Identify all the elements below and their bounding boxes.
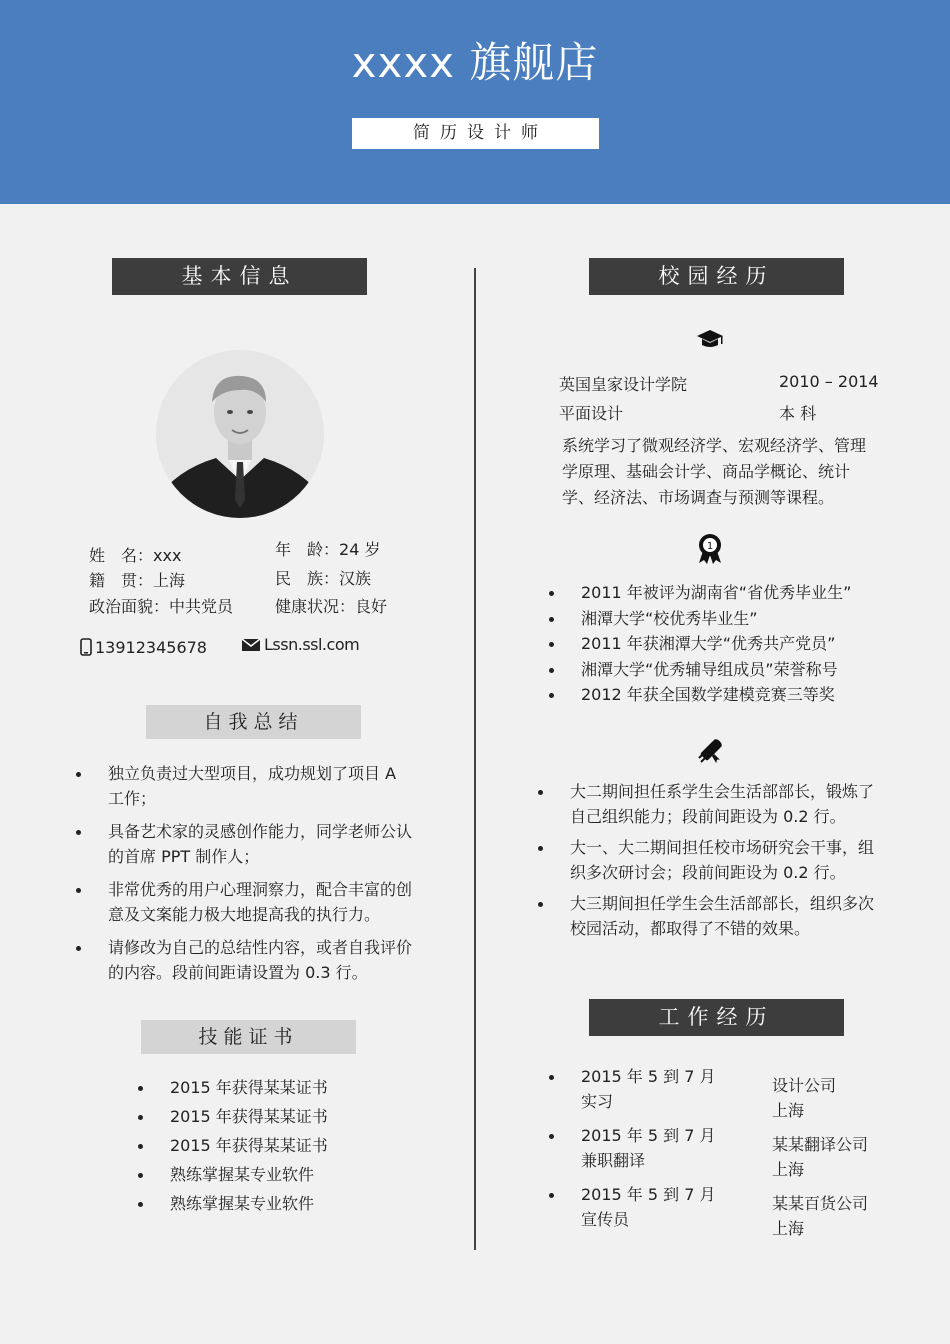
list-item: 2012 年获全国数学建模竞赛三等奖 bbox=[549, 682, 909, 708]
company-city: 上海 bbox=[772, 1160, 805, 1179]
shop-title: xxxx 旗舰店 bbox=[351, 38, 599, 87]
work-role: 实习 bbox=[581, 1092, 614, 1111]
study-period: 2010 – 2014 bbox=[779, 372, 879, 391]
diploma-icon bbox=[697, 734, 727, 764]
phone-row bbox=[80, 635, 207, 657]
ethnic-value: 汉族 bbox=[339, 569, 372, 588]
certificate-list bbox=[138, 1073, 438, 1218]
email-address: Lssn.ssl.com bbox=[264, 635, 360, 654]
health-value: 良好 bbox=[355, 597, 388, 616]
svg-text:1: 1 bbox=[706, 541, 714, 552]
ethnic-row bbox=[275, 566, 371, 589]
section-title-basic: 基本信息 bbox=[112, 258, 367, 295]
political-row bbox=[89, 594, 233, 617]
graduation-cap-icon bbox=[696, 329, 724, 349]
work-company-2 bbox=[772, 1191, 868, 1241]
work-item bbox=[549, 1064, 749, 1123]
health-row bbox=[275, 594, 387, 617]
work-company-1 bbox=[772, 1132, 868, 1182]
awards-list bbox=[549, 580, 909, 708]
list-item: 2011 年获湘潭大学“优秀共产党员” bbox=[549, 631, 909, 657]
list-item: 独立负责过大型项目，成功规划了项目 A 工作； bbox=[76, 761, 416, 811]
profile-photo bbox=[156, 350, 324, 518]
phone-icon bbox=[80, 638, 92, 656]
award-medal-icon bbox=[697, 533, 723, 565]
section-title-skills: 技能证书 bbox=[141, 1020, 356, 1054]
list-item: 具备艺术家的灵感创作能力，同学老师公认的首席 PPT 制作人； bbox=[76, 819, 416, 869]
section-title-campus: 校园经历 bbox=[589, 258, 844, 295]
work-date: 2015 年 5 到 7 月 bbox=[581, 1067, 716, 1086]
section-title-self: 自我总结 bbox=[146, 705, 361, 739]
header-banner bbox=[0, 0, 950, 204]
work-date: 2015 年 5 到 7 月 bbox=[581, 1185, 716, 1204]
phone-number: 13912345678 bbox=[95, 638, 207, 657]
list-item: 熟练掌握某专业软件 bbox=[138, 1160, 438, 1189]
work-list bbox=[549, 1064, 749, 1241]
work-item bbox=[549, 1123, 749, 1182]
company-name: 设计公司 bbox=[772, 1076, 837, 1095]
political-value: 中共党员 bbox=[169, 597, 234, 616]
list-item: 大一、大二期间担任校市场研究会干事，组织多次研讨会；段前间距设为 0.2 行。 bbox=[538, 835, 888, 885]
list-item: 湘潭大学“校优秀毕业生” bbox=[549, 606, 909, 632]
company-name: 某某百货公司 bbox=[772, 1194, 869, 1213]
list-item: 2015 年获得某某证书 bbox=[138, 1102, 438, 1131]
political-label: 政治面貌： bbox=[89, 597, 170, 616]
resume-subtitle: 简历设计师 bbox=[352, 118, 599, 149]
work-date: 2015 年 5 到 7 月 bbox=[581, 1126, 716, 1145]
section-title-work: 工作经历 bbox=[589, 999, 844, 1036]
company-city: 上海 bbox=[772, 1219, 805, 1238]
list-item: 2015 年获得某某证书 bbox=[138, 1131, 438, 1160]
list-item: 2011 年被评为湖南省“省优秀毕业生” bbox=[549, 580, 909, 606]
name-row bbox=[89, 543, 181, 566]
work-company-0 bbox=[772, 1073, 836, 1123]
list-item: 请修改为自己的总结性内容，或者自我评价的内容。段前间距请设置为 0.3 行。 bbox=[76, 935, 416, 985]
name-label: 姓 名： bbox=[89, 546, 154, 565]
work-role: 宣传员 bbox=[581, 1210, 630, 1229]
envelope-icon bbox=[242, 639, 260, 651]
list-item: 湘潭大学“优秀辅导组成员”荣誉称号 bbox=[549, 657, 909, 683]
school-name: 英国皇家设计学院 bbox=[559, 375, 688, 394]
column-divider bbox=[474, 268, 476, 1250]
list-item: 大二期间担任系学生会生活部部长，锻炼了自己组织能力；段前间距设为 0.2 行。 bbox=[538, 779, 888, 829]
list-item: 熟练掌握某专业软件 bbox=[138, 1189, 438, 1218]
email-row bbox=[242, 635, 359, 654]
education-description: 系统学习了微观经济学、宏观经济学、管理学原理、基础会计学、商品学概论、统计学、经济法、市场调查与预测等课程。 bbox=[562, 436, 867, 507]
work-item bbox=[549, 1182, 749, 1241]
list-item: 大三期间担任学生会生活部部长，组织多次校园活动，都取得了不错的效果。 bbox=[538, 891, 888, 941]
health-label: 健康状况： bbox=[275, 597, 356, 616]
ethnic-label: 民 族： bbox=[275, 569, 340, 588]
work-role: 兼职翻译 bbox=[581, 1151, 646, 1170]
age-row bbox=[275, 537, 380, 560]
list-item: 非常优秀的用户心理洞察力，配合丰富的创意及文案能力极大地提高我的执行力。 bbox=[76, 877, 416, 927]
company-name: 某某翻译公司 bbox=[772, 1135, 869, 1154]
age-value: 24 岁 bbox=[339, 540, 381, 559]
self-summary-list bbox=[76, 761, 416, 993]
origin-value: 上海 bbox=[153, 571, 186, 590]
degree: 本 科 bbox=[779, 404, 817, 423]
major: 平面设计 bbox=[559, 404, 624, 423]
activities-list bbox=[538, 779, 888, 947]
list-item: 2015 年获得某某证书 bbox=[138, 1073, 438, 1102]
origin-label: 籍 贯： bbox=[89, 571, 154, 590]
age-label: 年 龄： bbox=[275, 540, 340, 559]
name-value: xxx bbox=[153, 546, 182, 565]
origin-row bbox=[89, 568, 185, 591]
company-city: 上海 bbox=[772, 1101, 805, 1120]
